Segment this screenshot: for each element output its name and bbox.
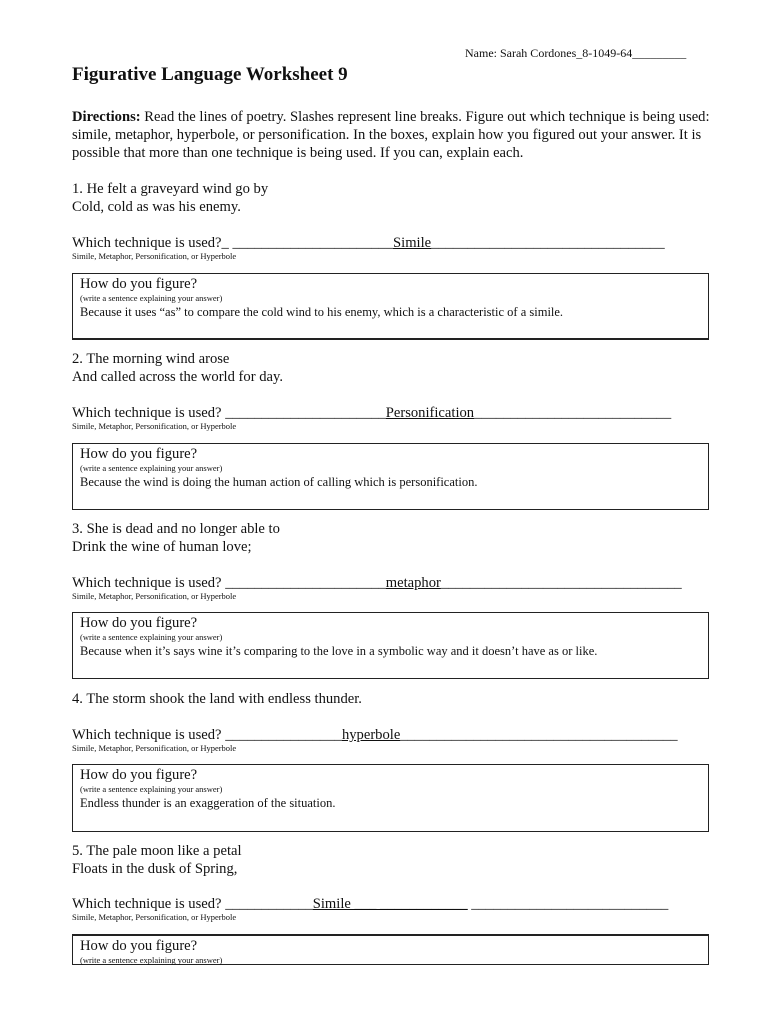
poem-line: 5. The pale moon like a petal	[72, 843, 242, 859]
technique-answer[interactable]: Simile ___ ____________	[312, 896, 468, 912]
answer-blank: ________________	[221, 727, 342, 743]
box-subtitle: (write a sentence explaining your answer)	[80, 784, 223, 794]
name-line: Name: Sarah Cordones_8-1049-64_________	[465, 46, 687, 60]
question-3	[72, 520, 712, 658]
technique-prompt: Which technique is used?	[72, 575, 222, 591]
technique-line	[72, 234, 665, 252]
technique-prompt: Which technique is used?	[72, 896, 222, 912]
poem-line: Cold, cold as was his enemy.	[72, 199, 241, 215]
poem-line: And called across the world for day.	[72, 369, 283, 385]
explanation-box[interactable]	[72, 443, 709, 510]
explanation-text: Endless thunder is an exaggeration of the situation.	[80, 796, 336, 810]
box-subtitle: (write a sentence explaining your answer)	[80, 632, 223, 642]
poem-line: 4. The storm shook the land with endless thunder.	[72, 691, 362, 707]
technique-line	[72, 895, 668, 913]
technique-prompt: Which technique is used?	[72, 235, 222, 251]
box-title: How do you figure?	[80, 767, 198, 783]
directions-label: Directions:	[72, 109, 141, 125]
technique-answer[interactable]: hyperbole	[341, 727, 401, 743]
technique-prompt: Which technique is used?	[72, 727, 222, 743]
poem-line: 1. He felt a graveyard wind go by	[72, 181, 269, 197]
technique-hint: Simile, Metaphor, Personification, or Hyperbole	[72, 743, 237, 753]
question-4	[72, 690, 712, 810]
explanation-box[interactable]	[72, 273, 709, 340]
poem-line: Drink the wine of human love;	[72, 539, 252, 555]
box-title: How do you figure?	[80, 938, 198, 954]
explanation-text: Because it uses “as” to compare the cold wind to his enemy, which is a characteristic of a simile.	[80, 305, 564, 319]
answer-blank: ____________	[221, 896, 313, 912]
box-title: How do you figure?	[80, 446, 198, 462]
question-2	[72, 350, 712, 489]
explanation-text: Because when it’s says wine it’s comparing to the love in a symbolic way and it doesn’t have as or like.	[80, 644, 598, 658]
explanation-box[interactable]	[72, 764, 709, 832]
box-title: How do you figure?	[80, 276, 198, 292]
technique-hint: Simile, Metaphor, Personification, or Hyperbole	[72, 912, 237, 922]
answer-blank: _ ______________________	[221, 235, 394, 251]
technique-answer[interactable]: Personification	[385, 405, 475, 421]
poem-line: Floats in the dusk of Spring,	[72, 861, 238, 877]
answer-blank: ___________________________	[467, 896, 669, 912]
page-title: Figurative Language Worksheet 9	[72, 64, 348, 85]
technique-answer[interactable]: metaphor	[385, 575, 441, 591]
answer-blank: ___________________________	[474, 405, 672, 421]
answer-blank: _________________________________	[440, 575, 682, 591]
answer-blank: ______________________	[221, 575, 386, 591]
technique-line	[72, 574, 682, 592]
answer-blank: ________________________________	[431, 235, 665, 251]
box-subtitle: (write a sentence explaining your answer)	[80, 293, 223, 303]
answer-blank: ______________________________________	[400, 727, 678, 743]
question-1	[72, 180, 712, 319]
question-5	[72, 842, 712, 965]
technique-answer[interactable]: Simile	[393, 235, 432, 251]
technique-hint: Simile, Metaphor, Personification, or Hyperbole	[72, 421, 237, 431]
box-subtitle: (write a sentence explaining your answer)	[80, 463, 223, 473]
box-subtitle: (write a sentence explaining your answer)	[80, 955, 223, 965]
technique-line	[72, 726, 678, 744]
answer-blank: ______________________	[221, 405, 386, 421]
explanation-text: Because the wind is doing the human action of calling which is personification.	[80, 475, 478, 489]
directions-text: Read the lines of poetry. Slashes represent line breaks. Figure out which technique is being used: simile, metaphor, hyperbole, or personification. In the boxes, explain how you figured out your answer. It is possible that more than one technique is being used. If you can, explain each.	[72, 109, 710, 161]
poem-line: 3. She is dead and no longer able to	[72, 521, 280, 537]
poem-line: 2. The morning wind arose	[72, 351, 230, 367]
technique-prompt: Which technique is used?	[72, 405, 222, 421]
technique-hint: Simile, Metaphor, Personification, or Hyperbole	[72, 591, 237, 601]
explanation-box[interactable]	[72, 934, 709, 965]
directions	[72, 108, 712, 162]
technique-hint: Simile, Metaphor, Personification, or Hyperbole	[72, 251, 237, 261]
explanation-box[interactable]	[72, 612, 709, 679]
technique-line	[72, 404, 671, 422]
box-title: How do you figure?	[80, 615, 198, 631]
